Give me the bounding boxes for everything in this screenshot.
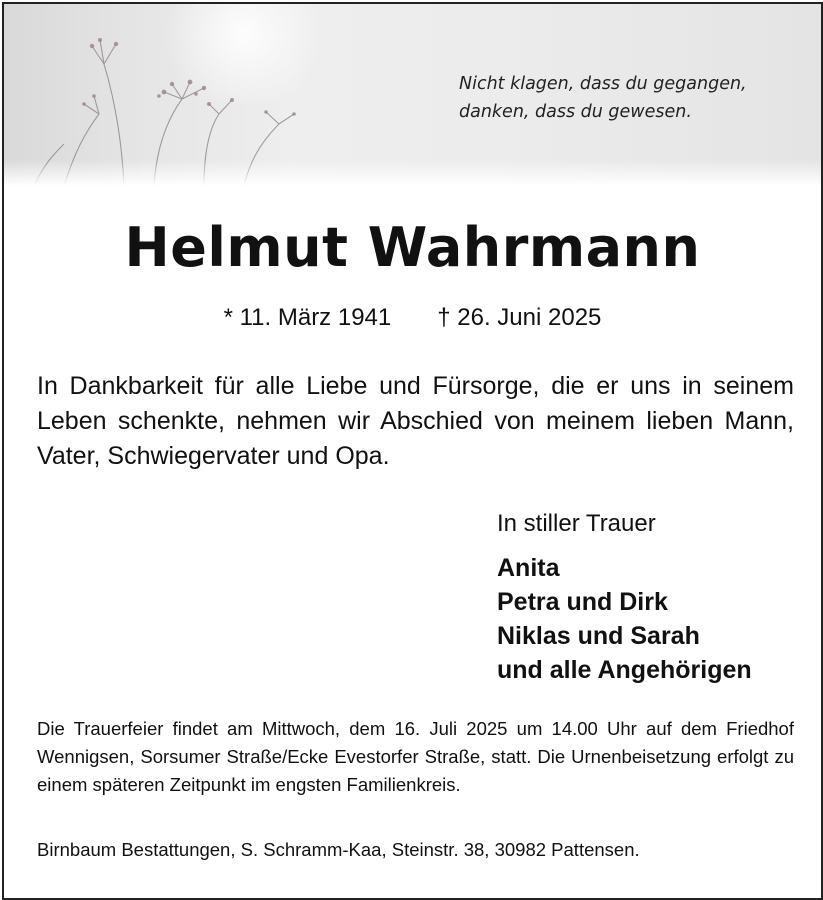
dried-flower-stems-image <box>4 4 344 186</box>
obituary-notice <box>2 2 823 900</box>
mourning-label: In stiller Trauer <box>497 510 656 537</box>
mourner-name: Anita <box>497 554 560 582</box>
undertaker-info: Birnbaum Bestattungen, S. Schramm-Kaa, Steinstr. 38, 30982 Pattensen. <box>37 839 640 860</box>
deceased-name: Helmut Wahrmann <box>124 216 701 279</box>
mourner-name: Petra und Dirk <box>497 588 668 616</box>
motto-line-2: danken, dass du gewesen. <box>459 102 692 122</box>
header-photo-banner <box>4 4 821 186</box>
birth-date: * 11. März 1941 <box>223 304 392 331</box>
mourners-list <box>497 551 807 687</box>
mourner-name: und alle Angehörigen <box>497 656 752 684</box>
motto-quote <box>459 70 799 126</box>
funeral-notice: Die Trauerfeier findet am Mittwoch, dem 16. Juli 2025 um 14.00 Uhr auf dem Friedhof Wennigsen, Sorsumer Straße/Ecke Evestorfer Straße, statt. Die Urnenbeisetzung erfolgt zu einem späteren Zeitpunkt im engsten Familienkreis. <box>37 718 794 795</box>
tribute-text: In Dankbarkeit für alle Liebe und Fürsorge, die er uns in seinem Leben schenkte, nehmen wir Abschied von meinem lieben Mann, Vater, Schwiegervater und Opa. <box>37 372 794 470</box>
death-date: † 26. Juni 2025 <box>437 304 602 331</box>
banner-fade <box>4 160 821 186</box>
life-dates <box>4 304 821 332</box>
mourner-name: Niklas und Sarah <box>497 622 700 650</box>
motto-line-1: Nicht klagen, dass du gegangen, <box>459 74 747 94</box>
